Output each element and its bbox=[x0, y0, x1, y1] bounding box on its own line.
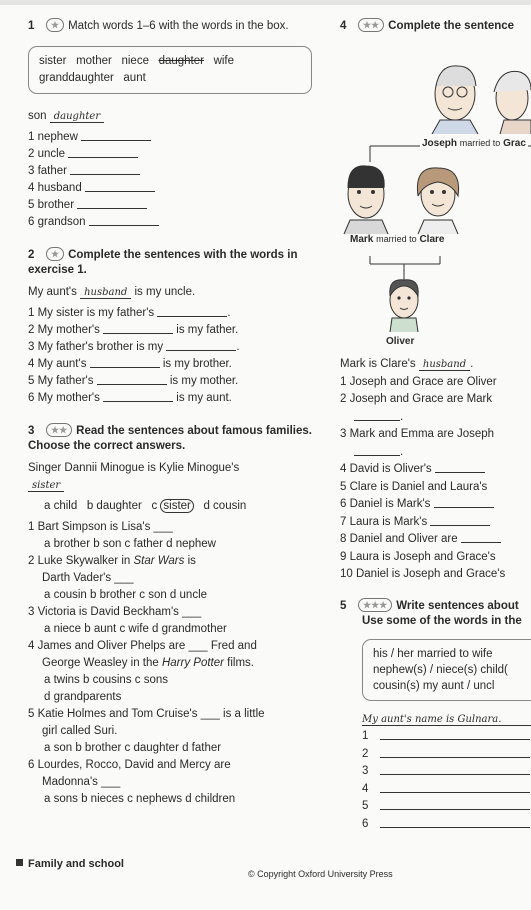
list-item: 1 nephew bbox=[28, 131, 78, 143]
sentence-text: 2 My mother's bbox=[28, 324, 100, 336]
question-4-options[interactable]: a twins b cousins c sons bbox=[44, 674, 169, 686]
answer-blank[interactable] bbox=[380, 764, 530, 775]
sentence-text: 1 My sister is my father's bbox=[28, 307, 155, 319]
exercise-4-instruction bbox=[340, 18, 531, 34]
list-item: 9 Laura is Joseph and Grace's bbox=[340, 550, 496, 563]
question-text: George Weasley in the bbox=[42, 657, 162, 669]
exercise-1-instruction bbox=[28, 18, 328, 34]
answer-blank[interactable] bbox=[103, 323, 173, 334]
left-column bbox=[28, 18, 328, 808]
joseph-caption bbox=[420, 138, 528, 149]
difficulty-stars: ★★ bbox=[358, 18, 384, 32]
answer-blank[interactable] bbox=[77, 198, 147, 209]
instruction-text-cont: Use some of the words in the bbox=[362, 614, 522, 627]
question-3-options[interactable]: a niece b aunt c wife d grandmother bbox=[44, 623, 227, 635]
sentence-text: . bbox=[236, 341, 240, 353]
example-word: son bbox=[28, 110, 47, 122]
answer-row bbox=[362, 746, 531, 764]
list-item bbox=[340, 496, 531, 514]
list-item: 10 Daniel is Joseph and Grace's bbox=[340, 568, 506, 580]
example-row bbox=[28, 284, 328, 301]
sentence-text: is my father. bbox=[176, 324, 239, 336]
example-text: My aunt's bbox=[28, 286, 77, 298]
difficulty-stars: ★ bbox=[46, 18, 64, 32]
question-5-options[interactable]: a son b brother c daughter d father bbox=[44, 742, 222, 754]
list-item-text: 4 David is Oliver's bbox=[340, 463, 432, 475]
name-label: Grac bbox=[503, 138, 526, 149]
box-word: wife bbox=[213, 55, 235, 67]
sentence-text: . bbox=[227, 307, 231, 319]
question-6: 6 Lourdes, Rocco, David and Mercy are bbox=[28, 759, 231, 771]
word-box bbox=[28, 46, 312, 94]
question-6-cont: Madonna's ___ bbox=[42, 776, 121, 788]
instruction-text: Write sentences about bbox=[396, 599, 519, 612]
exercise-number: 2 bbox=[28, 249, 35, 261]
mark-portrait bbox=[344, 166, 388, 234]
list-item: 3 father bbox=[28, 165, 67, 177]
sentence-text: 3 My father's brother is my bbox=[28, 341, 164, 353]
list-item: 1 Joseph and Grace are Oliver bbox=[340, 375, 497, 388]
name-label: Joseph bbox=[422, 138, 458, 149]
sentence-text: 6 My mother's bbox=[28, 392, 100, 404]
list-item: 3 Mark and Emma are Joseph bbox=[340, 428, 495, 440]
question-1: 1 Bart Simpson is Lisa's ___ bbox=[28, 521, 173, 533]
question-title: Star Wars bbox=[133, 555, 185, 567]
clare-portrait bbox=[417, 168, 458, 234]
oliver-caption: Oliver bbox=[386, 336, 415, 347]
answer-blank[interactable] bbox=[354, 445, 400, 456]
question-4: 4 James and Oliver Phelps are ___ Fred and bbox=[28, 640, 257, 652]
list-item: 2 Joseph and Grace are Mark bbox=[340, 393, 493, 405]
word-box bbox=[362, 639, 531, 701]
sentence-text: is my mother. bbox=[169, 375, 239, 387]
answer-blank[interactable] bbox=[166, 340, 236, 351]
sentence-text: is my brother. bbox=[162, 358, 232, 370]
relation-label: married to bbox=[376, 234, 417, 244]
question-text: films. bbox=[223, 657, 254, 669]
answer-blank[interactable] bbox=[380, 729, 530, 740]
question-2 bbox=[28, 553, 328, 570]
sentence-text: 5 My father's bbox=[28, 375, 94, 387]
example-row: Mark is Clare's husband . bbox=[340, 358, 474, 370]
option-c-letter: c bbox=[151, 500, 158, 512]
question-5: 5 Katie Holmes and Tom Cruise's ___ is a little bbox=[28, 708, 265, 720]
example-answer: husband bbox=[80, 287, 131, 299]
answer-blank[interactable] bbox=[430, 515, 490, 526]
answer-blank[interactable] bbox=[81, 130, 151, 141]
example-text: Singer Dannii Minogue is Kylie Minogue's bbox=[28, 462, 240, 474]
footer-section-label bbox=[16, 858, 124, 870]
exercise-3 bbox=[28, 423, 328, 808]
question-5-cont: girl called Suri. bbox=[42, 725, 118, 737]
answer-blank[interactable] bbox=[461, 532, 501, 543]
question-2-cont: Darth Vader's ___ bbox=[42, 572, 134, 584]
answer-blank[interactable] bbox=[97, 374, 167, 385]
item-number: 4 bbox=[362, 782, 369, 795]
box-word-used: daughter bbox=[158, 55, 204, 67]
answer-line: . bbox=[340, 444, 531, 462]
example-answer: sister bbox=[28, 480, 64, 492]
question-6-options[interactable]: a sons b nieces c nephews d children bbox=[44, 793, 236, 805]
item-number: 5 bbox=[362, 800, 369, 812]
list-item: 6 grandson bbox=[28, 216, 86, 228]
difficulty-stars: ★★ bbox=[46, 423, 72, 437]
question-text: 2 Luke Skywalker in bbox=[28, 555, 134, 567]
exercise-5-instruction bbox=[340, 598, 531, 614]
example-answer: My aunt's name is Gulnara. bbox=[362, 714, 531, 726]
list-item bbox=[340, 461, 531, 479]
family-tree-drawing bbox=[340, 34, 531, 334]
answer-blank[interactable] bbox=[70, 164, 140, 175]
list-item: 4 husband bbox=[28, 182, 82, 194]
box-word: sister bbox=[39, 55, 67, 67]
list-item: 5 Clare is Daniel and Laura's bbox=[340, 480, 488, 493]
item-number: 2 bbox=[362, 747, 369, 760]
list-item-text: 8 Daniel and Oliver are bbox=[340, 533, 458, 545]
answer-blank[interactable] bbox=[380, 747, 530, 758]
answer-row bbox=[362, 781, 531, 799]
list-item-text: 6 Daniel is Mark's bbox=[340, 498, 431, 510]
answer-row bbox=[362, 763, 531, 781]
footer-text: Family and school bbox=[28, 858, 124, 870]
answer-blank[interactable] bbox=[434, 497, 494, 508]
list-item bbox=[340, 514, 531, 532]
instruction-text: Match words 1–6 with the words in the box. bbox=[68, 20, 289, 32]
answer-row bbox=[362, 816, 531, 834]
instruction-text: Read the sentences about famous families. Choose the correct answers. bbox=[28, 425, 312, 452]
answer-blank[interactable] bbox=[85, 181, 155, 192]
list-item: 2 uncle bbox=[28, 148, 66, 160]
example-text: Mark is Clare's bbox=[340, 358, 416, 370]
example-row bbox=[362, 711, 531, 729]
name-label: Mark bbox=[350, 234, 374, 245]
grace-portrait bbox=[494, 71, 531, 134]
question-4-cont bbox=[28, 655, 328, 672]
list-item-text: 7 Laura is Mark's bbox=[340, 515, 428, 528]
answer-blank[interactable] bbox=[89, 215, 159, 226]
sentence-text: 4 My aunt's bbox=[28, 358, 87, 370]
joseph-portrait bbox=[432, 66, 478, 134]
difficulty-stars: ★★★ bbox=[358, 598, 392, 612]
answer-blank[interactable] bbox=[380, 799, 530, 810]
example-options bbox=[28, 498, 328, 515]
option-a[interactable]: a child bbox=[44, 500, 78, 512]
copyright-notice: © Copyright Oxford University Press bbox=[248, 869, 393, 879]
answer-blank[interactable] bbox=[103, 391, 173, 402]
example-text: is my uncle. bbox=[134, 286, 196, 298]
question-title: Harry Potter bbox=[161, 657, 224, 669]
answer-row bbox=[362, 798, 531, 816]
answer-blank[interactable] bbox=[90, 357, 160, 368]
instruction-text: Complete the sentence bbox=[388, 20, 515, 32]
answer-row bbox=[362, 728, 531, 746]
question-2-options[interactable]: a cousin b brother c son d uncle bbox=[44, 589, 208, 601]
sentence-text: is my aunt. bbox=[176, 392, 232, 404]
question-1-options[interactable]: a brother b son c father d nephew bbox=[44, 538, 216, 550]
box-word: aunt bbox=[123, 72, 146, 84]
question-text: is bbox=[184, 555, 196, 567]
exercise-number: 3 bbox=[28, 425, 35, 437]
answer-line: . bbox=[340, 409, 531, 427]
box-word: mother bbox=[76, 55, 112, 67]
answer-blank[interactable] bbox=[380, 782, 530, 793]
answer-blank[interactable] bbox=[380, 817, 530, 828]
mark-caption bbox=[350, 234, 444, 245]
list-item: 5 brother bbox=[28, 199, 75, 211]
box-line: cousin(s) my aunt / uncl bbox=[373, 679, 495, 692]
item-number: 3 bbox=[362, 765, 369, 777]
exercise-number: 1 bbox=[28, 20, 35, 32]
option-b[interactable]: b daughter bbox=[86, 500, 142, 512]
box-line: his / her married to wife bbox=[373, 647, 493, 660]
exercise-2-instruction bbox=[28, 247, 328, 278]
box-word: granddaughter bbox=[39, 72, 114, 84]
relation-label: married to bbox=[459, 138, 501, 148]
box-line: nephew(s) / niece(s) child( bbox=[373, 663, 508, 676]
example-answer: daughter bbox=[50, 111, 104, 123]
example-row bbox=[28, 108, 328, 125]
answer-blank[interactable] bbox=[435, 462, 485, 473]
exercise-3-instruction bbox=[28, 423, 328, 454]
answer-blank[interactable] bbox=[68, 147, 138, 158]
box-word: niece bbox=[121, 55, 149, 67]
top-edge bbox=[0, 0, 531, 5]
example-sentence bbox=[28, 460, 328, 494]
bullet-square-icon bbox=[16, 859, 23, 866]
item-number: 6 bbox=[362, 817, 369, 830]
item-number: 1 bbox=[362, 730, 369, 742]
example-answer: husband bbox=[419, 359, 470, 371]
answer-blank[interactable] bbox=[354, 410, 400, 421]
exercise-4-items bbox=[340, 356, 531, 584]
family-tree bbox=[340, 34, 531, 347]
exercise-5 bbox=[340, 598, 531, 834]
option-d[interactable]: d cousin bbox=[203, 500, 247, 512]
answer-blank[interactable] bbox=[157, 306, 227, 317]
exercise-number: 4 bbox=[340, 20, 347, 32]
right-column bbox=[340, 18, 531, 858]
difficulty-stars: ★ bbox=[46, 247, 64, 261]
question-4-options-cont[interactable]: d grandparents bbox=[44, 691, 122, 703]
exercise-2 bbox=[28, 247, 328, 407]
instruction-text: Complete the sentences with the words in exercise 1. bbox=[28, 249, 298, 276]
option-c-circled[interactable]: sister bbox=[160, 499, 193, 513]
name-label: Clare bbox=[419, 234, 445, 245]
exercise-1 bbox=[28, 18, 328, 231]
list-item bbox=[340, 531, 531, 549]
oliver-portrait bbox=[390, 280, 418, 332]
question-3: 3 Victoria is David Beckham's ___ bbox=[28, 606, 202, 618]
exercise-number: 5 bbox=[340, 599, 347, 612]
